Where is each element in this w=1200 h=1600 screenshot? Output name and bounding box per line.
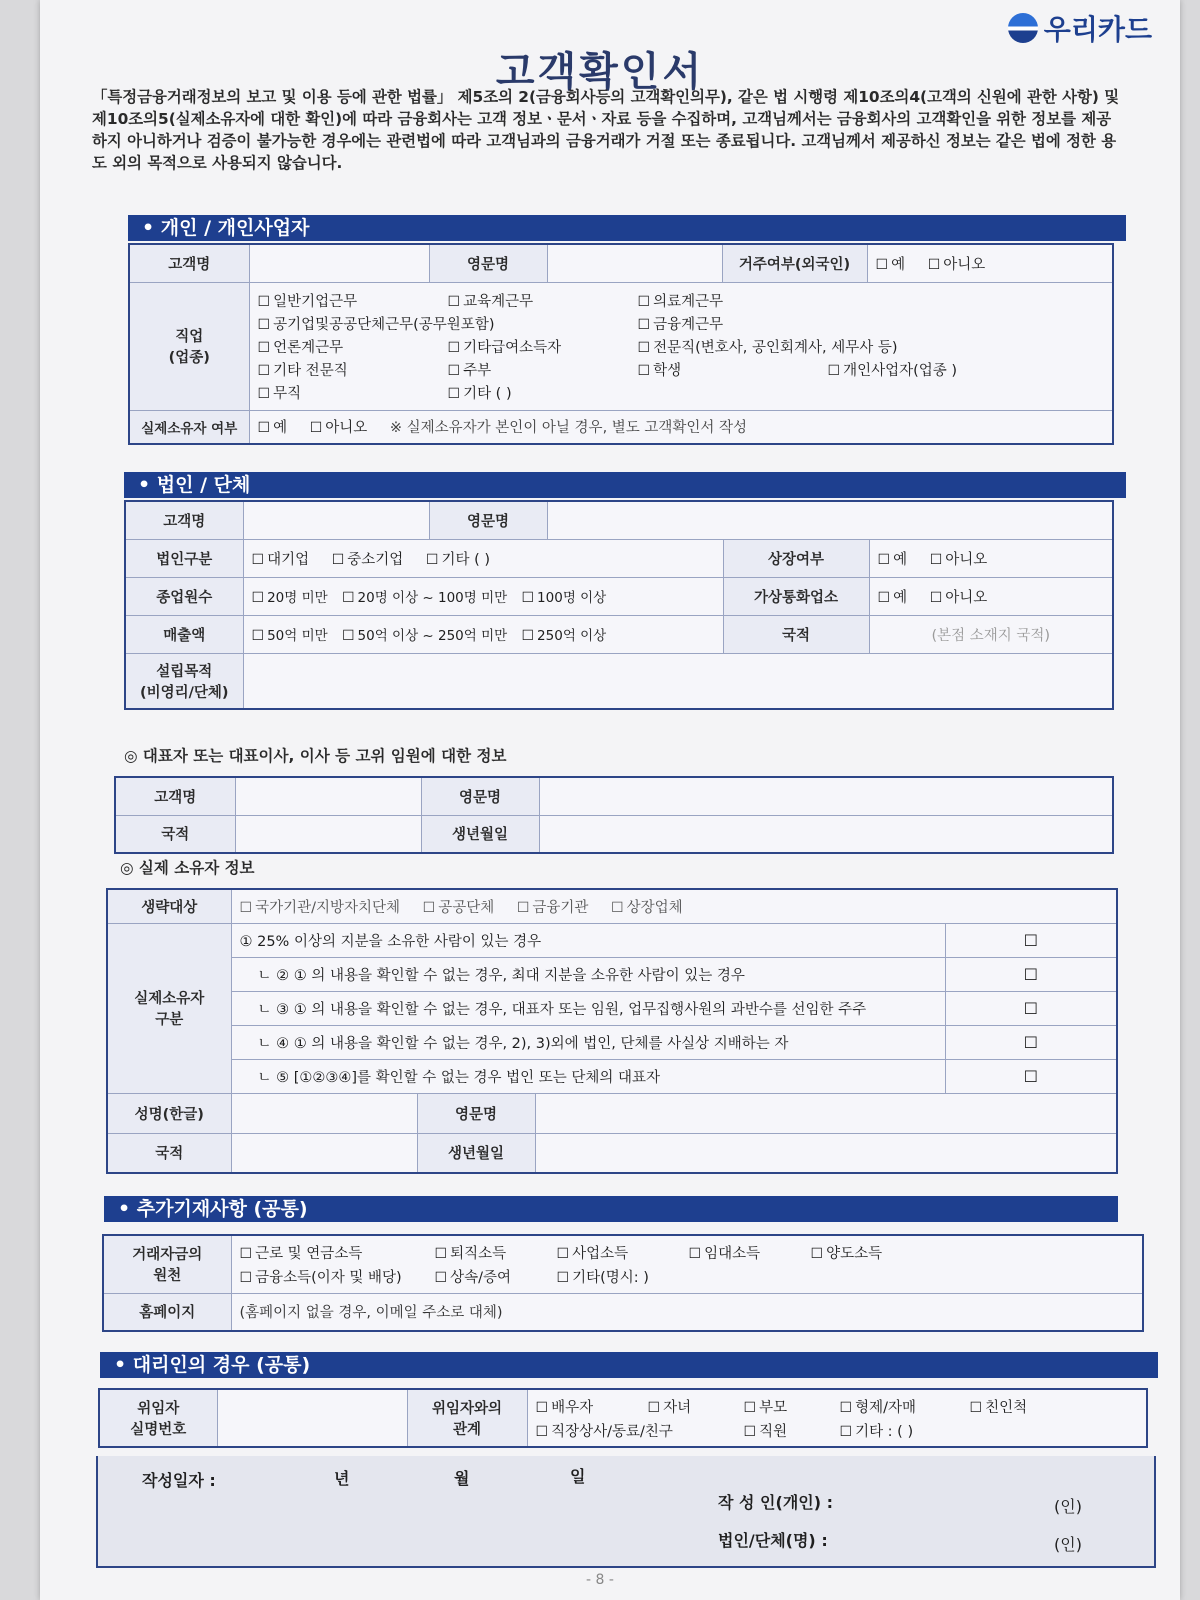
source-rental-checkbox[interactable]: ☐ 임대소득 bbox=[689, 1242, 793, 1263]
source-retirement-checkbox[interactable]: ☐ 퇴직소득 bbox=[435, 1242, 539, 1263]
sales-label: 매출액 bbox=[125, 615, 243, 653]
bo-birth-field[interactable] bbox=[535, 1133, 1117, 1173]
crypto-yes-checkbox[interactable]: ☐ 예 bbox=[878, 586, 908, 607]
beneficial-table bbox=[106, 888, 1118, 1174]
listed-yes-checkbox[interactable]: ☐ 예 bbox=[878, 548, 908, 569]
class-item-2: ㄴ ② ① 의 내용을 확인할 수 없는 경우, 최대 지분을 소유한 사람이 있는 경우 bbox=[231, 957, 945, 991]
job-option-checkbox[interactable]: ☐ 기타급여소득자 bbox=[448, 336, 620, 357]
eng-name-label: 영문명 bbox=[429, 244, 547, 282]
owner-note: ※ 실제소유자가 본인이 아닐 경우, 별도 고객확인서 작성 bbox=[389, 420, 748, 437]
omit-options bbox=[231, 889, 1117, 923]
source-inheritance-checkbox[interactable]: ☐ 상속/증여 bbox=[435, 1266, 539, 1287]
homepage-label: 홈페이지 bbox=[103, 1293, 231, 1331]
job-option-checkbox[interactable]: ☐ 의료계근무 bbox=[638, 290, 810, 311]
omit-financial-checkbox[interactable]: ☐ 금융기관 bbox=[517, 896, 589, 917]
job-option-empty bbox=[828, 336, 1028, 357]
employees-options bbox=[243, 577, 723, 615]
executives-table bbox=[114, 776, 1114, 854]
owner-yes-checkbox[interactable]: ☐ 예 bbox=[258, 416, 288, 437]
exec-eng-label: 영문명 bbox=[421, 777, 539, 815]
name-label: 고객명 bbox=[129, 244, 249, 282]
job-option-checkbox[interactable]: ☐ 일반기업근무 bbox=[258, 290, 430, 311]
owner-label: 실제소유자 여부 bbox=[129, 410, 249, 444]
employees-label: 종업원수 bbox=[125, 577, 243, 615]
job-options bbox=[249, 282, 1113, 410]
eng-name-field[interactable] bbox=[547, 244, 722, 282]
listed-no-checkbox[interactable]: ☐ 아니오 bbox=[930, 548, 988, 569]
sales-50to250-checkbox[interactable]: ☐ 50억 이상 ~ 250억 미만 bbox=[342, 624, 507, 644]
corp-name-field[interactable] bbox=[243, 501, 429, 539]
job-option-checkbox[interactable]: ☐ 금융계근무 bbox=[638, 313, 810, 334]
brand-name: 우리카드 bbox=[1043, 13, 1152, 46]
relation-options bbox=[527, 1389, 1147, 1447]
class-item-5: ㄴ ⑤ [①②③④]를 확인할 수 없는 경우 법인 또는 단체의 대표자 bbox=[231, 1059, 945, 1093]
intro-text: 「특정금융거래정보의 보고 및 이용 등에 관한 법률」 제5조의 2(금융회사등의 고객확인의무), 같은 법 시행령 제10조의4(고객의 신원에 관한 사항) 및 제10조의5(실제소유자에 대한 확인)에 따라 금융회사는 고객 정보ㆍ문서ㆍ자료 등을 수집하며, 고객님께서는 금융회사의 고객확인을 위한 정보를 제공하지 아니하거나 검증이 불가능한 경우에는 관련법에 따라 고객님과의 금융거래가 거절 또는 종료됩니다. 고객님께서 제공하신 정보는 같은 법에 정한 용도 외의 목적으로 사용되지 않습니다. bbox=[92, 88, 1120, 172]
corp-name-label: 고객명 bbox=[125, 501, 243, 539]
listed-label: 상장여부 bbox=[723, 539, 869, 577]
class-5-checkbox[interactable]: ☐ bbox=[945, 1059, 1117, 1093]
relation-relative-checkbox[interactable]: ☐ 친인척 bbox=[970, 1396, 1052, 1417]
job-option-empty bbox=[448, 313, 638, 334]
job-option-checkbox[interactable]: ☐ 주부 bbox=[448, 359, 620, 380]
exec-birth-label: 생년월일 bbox=[421, 815, 539, 853]
section-additional-header: • 추가기재사항 (공통) bbox=[104, 1196, 1118, 1222]
source-other-checkbox[interactable]: ☐ 기타(명시: ) bbox=[557, 1266, 943, 1287]
relation-coworker-checkbox[interactable]: ☐ 직장상사/동료/친구 bbox=[536, 1420, 726, 1441]
writer-individual-label: 작 성 인(개인) : bbox=[718, 1493, 834, 1512]
relation-other-checkbox[interactable]: ☐ 기타 : ( ) bbox=[840, 1420, 1052, 1441]
bo-nationality-field[interactable] bbox=[231, 1133, 417, 1173]
source-business-checkbox[interactable]: ☐ 사업소득 bbox=[557, 1242, 671, 1263]
relation-parent-checkbox[interactable]: ☐ 부모 bbox=[744, 1396, 822, 1417]
job-option-checkbox[interactable]: ☐ 교육계근무 bbox=[448, 290, 620, 311]
sales-over250-checkbox[interactable]: ☐ 250억 이상 bbox=[521, 624, 606, 644]
crypto-no-checkbox[interactable]: ☐ 아니오 bbox=[930, 586, 988, 607]
job-option-checkbox[interactable]: ☐ 공기업및공공단체근무(공무원포함) bbox=[258, 313, 430, 334]
relation-sibling-checkbox[interactable]: ☐ 형제/자매 bbox=[840, 1396, 952, 1417]
corp-type-sme-checkbox[interactable]: ☐ 중소기업 bbox=[332, 548, 404, 569]
class-1-checkbox[interactable]: ☐ bbox=[945, 923, 1117, 957]
employees-over100-checkbox[interactable]: ☐ 100명 이상 bbox=[521, 586, 606, 606]
job-option-empty bbox=[828, 290, 1028, 311]
date-label: 작성일자 : bbox=[142, 1471, 216, 1490]
additional-table bbox=[102, 1234, 1144, 1332]
corp-type-other-checkbox[interactable]: ☐ 기타 ( ) bbox=[426, 548, 490, 569]
section-agent-header: • 대리인의 경우 (공통) bbox=[100, 1352, 1158, 1378]
corp-type-options bbox=[243, 539, 723, 577]
date-year[interactable]: 년 bbox=[334, 1469, 350, 1488]
job-option-empty bbox=[828, 313, 1028, 334]
relation-employee-checkbox[interactable]: ☐ 직원 bbox=[744, 1420, 822, 1441]
relation-child-checkbox[interactable]: ☐ 자녀 bbox=[648, 1396, 726, 1417]
source-options bbox=[231, 1235, 1143, 1293]
corp-nationality-field[interactable]: (본점 소재지 국적) bbox=[869, 615, 1113, 653]
homepage-field[interactable]: (홈페이지 없을 경우, 이메일 주소로 대체) bbox=[231, 1293, 1143, 1331]
section-individual-header: • 개인 / 개인사업자 bbox=[128, 215, 1126, 241]
omit-government-checkbox[interactable]: ☐ 국가기관/지방자치단체 bbox=[240, 896, 401, 917]
exec-nationality-field[interactable] bbox=[235, 815, 421, 853]
document-title: 고객확인서 bbox=[495, 49, 705, 95]
class-label: 실제소유자 구분 bbox=[107, 923, 231, 1093]
job-option-checkbox[interactable]: ☐ 개인사업자(업종 ) bbox=[828, 359, 1010, 380]
residency-label: 거주여부(외국인) bbox=[722, 244, 867, 282]
crypto-label: 가상통화업소 bbox=[723, 577, 869, 615]
job-option-empty bbox=[828, 382, 1028, 403]
job-option-checkbox[interactable]: ☐ 전문직(변호사, 공인회계사, 세무사 등) bbox=[638, 336, 810, 357]
omit-label: 생략대상 bbox=[107, 889, 231, 923]
employees-under20-checkbox[interactable]: ☐ 20명 미만 bbox=[252, 586, 328, 606]
agent-table bbox=[98, 1388, 1148, 1448]
corp-eng-field[interactable] bbox=[547, 501, 1113, 539]
corp-type-label: 법인구분 bbox=[125, 539, 243, 577]
source-financial-checkbox[interactable]: ☐ 금융소득(이자 및 배당) bbox=[240, 1266, 417, 1287]
corp-eng-label: 영문명 bbox=[429, 501, 547, 539]
source-transfer-checkbox[interactable]: ☐ 양도소득 bbox=[811, 1242, 943, 1263]
class-4-checkbox[interactable]: ☐ bbox=[945, 1025, 1117, 1059]
sales-under50-checkbox[interactable]: ☐ 50억 미만 bbox=[252, 624, 328, 644]
job-option-checkbox[interactable]: ☐ 언론계근무 bbox=[258, 336, 430, 357]
corp-nationality-label: 국적 bbox=[723, 615, 869, 653]
owner-no-checkbox[interactable]: ☐ 아니오 bbox=[310, 416, 368, 437]
page-number: - 8 - bbox=[586, 1572, 614, 1588]
source-label: 거래자금의 원천 bbox=[103, 1235, 231, 1293]
bo-eng-label: 영문명 bbox=[417, 1093, 535, 1133]
writer-corp-label: 법인/단체(명) : bbox=[718, 1531, 828, 1550]
job-option-empty bbox=[638, 382, 828, 403]
exec-name-label: 고객명 bbox=[115, 777, 235, 815]
omit-public-checkbox[interactable]: ☐ 공공단체 bbox=[423, 896, 495, 917]
purpose-field[interactable] bbox=[243, 653, 1113, 709]
listed-options bbox=[869, 539, 1113, 577]
corporate-table bbox=[124, 500, 1114, 710]
crypto-options bbox=[869, 577, 1113, 615]
seal-corp[interactable]: (인) bbox=[1054, 1535, 1082, 1554]
class-2-checkbox[interactable]: ☐ bbox=[945, 957, 1117, 991]
relation-label: 위임자와의 관계 bbox=[407, 1389, 527, 1447]
job-label: 직업 (업종) bbox=[129, 282, 249, 410]
bo-name-label: 성명(한글) bbox=[107, 1093, 231, 1133]
agent-id-label: 위임자 실명번호 bbox=[99, 1389, 217, 1447]
residency-no-checkbox[interactable]: ☐ 아니오 bbox=[928, 253, 986, 274]
exec-eng-field[interactable] bbox=[539, 777, 1113, 815]
job-option-checkbox[interactable]: ☐ 기타 ( ) bbox=[448, 382, 620, 403]
executives-header: ◎ 대표자 또는 대표이사, 이사 등 고위 임원에 대한 정보 bbox=[124, 747, 507, 765]
class-item-1: ① 25% 이상의 지분을 소유한 사람이 있는 경우 bbox=[231, 923, 945, 957]
bo-birth-label: 생년월일 bbox=[417, 1133, 535, 1173]
employees-20to100-checkbox[interactable]: ☐ 20명 이상 ~ 100명 미만 bbox=[342, 586, 507, 606]
name-field[interactable] bbox=[249, 244, 429, 282]
exec-name-field[interactable] bbox=[235, 777, 421, 815]
beneficial-header: ◎ 실제 소유자 정보 bbox=[120, 859, 255, 877]
bo-name-field[interactable] bbox=[231, 1093, 417, 1133]
omit-listed-checkbox[interactable]: ☐ 상장업체 bbox=[611, 896, 683, 917]
class-item-4: ㄴ ④ ① 의 내용을 확인할 수 없는 경우, 2), 3)외에 법인, 단체를 사실상 지배하는 자 bbox=[231, 1025, 945, 1059]
job-option-checkbox[interactable]: ☐ 학생 bbox=[638, 359, 810, 380]
agent-id-field[interactable] bbox=[217, 1389, 407, 1447]
purpose-label: 설립목적 (비영리/단체) bbox=[125, 653, 243, 709]
individual-table bbox=[128, 243, 1114, 445]
woori-logo-icon bbox=[1008, 13, 1038, 43]
job-option-checkbox[interactable]: ☐ 기타 전문직 bbox=[258, 359, 430, 380]
residency-options bbox=[867, 244, 1113, 282]
class-item-3: ㄴ ③ ① 의 내용을 확인할 수 없는 경우, 대표자 또는 임원, 업무집행사원의 과반수를 선임한 주주 bbox=[231, 991, 945, 1025]
date-day[interactable]: 일 bbox=[570, 1467, 586, 1486]
bo-eng-field[interactable] bbox=[535, 1093, 1117, 1133]
signature-area bbox=[96, 1456, 1156, 1568]
source-labor-checkbox[interactable]: ☐ 근로 및 연금소득 bbox=[240, 1242, 417, 1263]
section-corporate-header: • 법인 / 단체 bbox=[124, 472, 1126, 498]
bo-nationality-label: 국적 bbox=[107, 1133, 231, 1173]
sales-options bbox=[243, 615, 723, 653]
owner-options bbox=[249, 410, 1113, 444]
class-3-checkbox[interactable]: ☐ bbox=[945, 991, 1117, 1025]
corp-type-large-checkbox[interactable]: ☐ 대기업 bbox=[252, 548, 310, 569]
job-option-checkbox[interactable]: ☐ 무직 bbox=[258, 382, 430, 403]
exec-nationality-label: 국적 bbox=[115, 815, 235, 853]
residency-yes-checkbox[interactable]: ☐ 예 bbox=[876, 253, 906, 274]
seal-individual[interactable]: (인) bbox=[1054, 1497, 1082, 1516]
relation-spouse-checkbox[interactable]: ☐ 배우자 bbox=[536, 1396, 630, 1417]
date-month[interactable]: 월 bbox=[454, 1469, 470, 1488]
exec-birth-field[interactable] bbox=[539, 815, 1113, 853]
